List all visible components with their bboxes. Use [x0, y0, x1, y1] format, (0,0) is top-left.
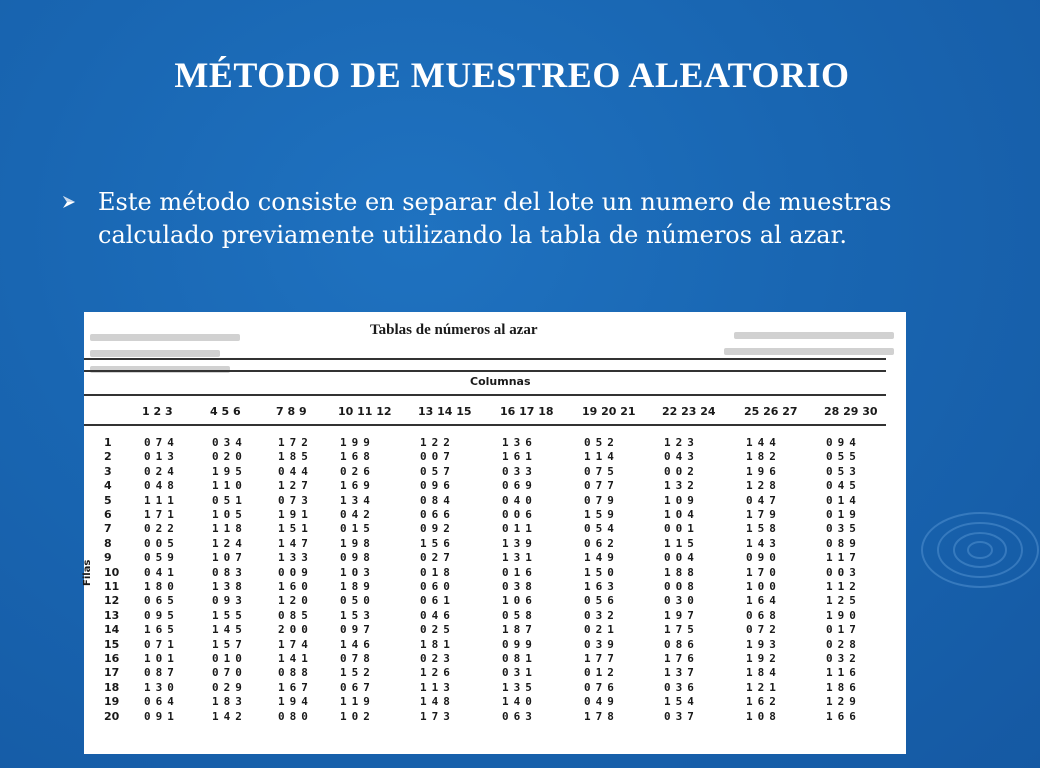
table-cell: 145 [212, 623, 247, 637]
table-cell: 068 [746, 608, 781, 622]
table-cell: 059 [144, 551, 179, 565]
table-cell: 127 [278, 479, 313, 493]
table-cell: 024 [144, 464, 179, 478]
table-cell: 177 [584, 652, 619, 665]
table-cell: 078 [340, 652, 375, 665]
table-cell: 051 [212, 493, 247, 507]
table-cell: 028 [826, 637, 861, 651]
row-number: 5 [104, 493, 112, 507]
table-cell: 121 [746, 680, 781, 694]
table-cell: 061 [420, 594, 455, 608]
table-cell: 074 [144, 436, 179, 449]
row-number: 13 [104, 608, 120, 622]
table-cell: 193 [746, 637, 781, 651]
column-group-header: 13 14 15 [418, 405, 472, 418]
table-cell: 096 [420, 479, 455, 493]
row-number: 3 [104, 464, 112, 478]
table-cell: 084 [420, 493, 455, 507]
table-cell: 139 [502, 536, 537, 550]
table-cell: 172 [278, 436, 313, 449]
table-cell: 094 [826, 436, 861, 449]
table-cell: 010 [212, 652, 247, 665]
row-number: 7 [104, 522, 112, 536]
table-cell: 083 [212, 565, 247, 579]
row-number: 17 [104, 666, 120, 680]
table-cell: 194 [278, 695, 313, 709]
table-cell: 119 [340, 695, 375, 709]
table-cell: 115 [664, 536, 699, 550]
table-cell: 013 [144, 450, 179, 464]
table-cell: 037 [664, 709, 699, 723]
table-cell: 011 [502, 522, 537, 536]
table-cell: 018 [420, 565, 455, 579]
row-number: 9 [104, 551, 112, 565]
table-cell: 072 [746, 623, 781, 637]
table-cell: 141 [278, 652, 313, 665]
arrowhead-bullet-icon [62, 186, 98, 213]
table-cell: 058 [502, 608, 537, 622]
table-cell: 117 [826, 551, 861, 565]
table-cell: 154 [664, 695, 699, 709]
table-cell: 163 [584, 580, 619, 593]
table-cell: 087 [144, 666, 179, 680]
table-cell: 182 [746, 450, 781, 464]
row-number: 8 [104, 536, 112, 550]
table-cell: 052 [584, 436, 619, 449]
table-cell: 126 [420, 666, 455, 680]
table-cell: 019 [826, 508, 861, 521]
table-cell: 103 [340, 565, 375, 579]
table-cell: 081 [502, 652, 537, 665]
slide-title: MÉTODO DE MUESTREO ALEATORIO [174, 55, 850, 95]
table-cell: 060 [420, 580, 455, 593]
table-cell: 128 [746, 479, 781, 493]
table-cell: 122 [420, 436, 455, 449]
table-cell: 049 [584, 695, 619, 709]
table-cell: 151 [278, 522, 313, 536]
table-cell: 173 [420, 709, 455, 723]
table-cell: 075 [584, 464, 619, 478]
table-cell: 170 [746, 565, 781, 579]
table-cell: 153 [340, 608, 375, 622]
column-group-header: 22 23 24 [662, 405, 716, 418]
table-cell: 162 [746, 695, 781, 709]
table-cell: 008 [664, 580, 699, 593]
table-cell: 176 [664, 652, 699, 665]
table-cell: 157 [212, 637, 247, 651]
table-cell: 191 [278, 508, 313, 521]
table-cell: 093 [212, 594, 247, 608]
table-cell: 189 [340, 580, 375, 593]
table-cell: 029 [212, 680, 247, 694]
table-cell: 148 [420, 695, 455, 709]
table-cell: 009 [278, 565, 313, 579]
table-cell: 114 [584, 450, 619, 464]
table-cell: 041 [144, 565, 179, 579]
table-cell: 032 [826, 652, 861, 665]
bullet-item [62, 186, 892, 252]
table-cell: 179 [746, 508, 781, 521]
table-cell: 125 [826, 594, 861, 608]
table-cell: 012 [584, 666, 619, 680]
table-cell: 152 [340, 666, 375, 680]
table-cell: 007 [420, 450, 455, 464]
table-cell: 120 [278, 594, 313, 608]
table-cell: 091 [144, 709, 179, 723]
table-cell: 038 [502, 580, 537, 593]
table-cell: 169 [340, 479, 375, 493]
table-cell: 134 [340, 493, 375, 507]
table-cell: 155 [212, 608, 247, 622]
table-cell: 065 [144, 594, 179, 608]
random-number-table-image [84, 312, 906, 754]
table-cell: 044 [278, 464, 313, 478]
table-cell: 097 [340, 623, 375, 637]
table-cell: 131 [502, 551, 537, 565]
bullet-text: Este método consiste en separar del lote un numero de muestras calculado previamente utilizando la tabla de números al azar. [98, 188, 892, 249]
ripple-decoration-icon [920, 490, 1040, 640]
table-cell: 200 [278, 623, 313, 637]
rows-caption: Filas [82, 559, 93, 586]
table-cell: 158 [746, 522, 781, 536]
table-cell: 063 [502, 709, 537, 723]
table-cell: 043 [664, 450, 699, 464]
table-cell: 108 [746, 709, 781, 723]
table-cell: 164 [746, 594, 781, 608]
table-title: Tablas de números al azar [370, 322, 538, 338]
column-group-header: 1 2 3 [142, 405, 173, 418]
table-cell: 057 [420, 464, 455, 478]
table-cell: 101 [144, 652, 179, 665]
table-cell: 021 [584, 623, 619, 637]
table-cell: 175 [664, 623, 699, 637]
table-cell: 048 [144, 479, 179, 493]
table-cell: 105 [212, 508, 247, 521]
table-cell: 036 [664, 680, 699, 694]
table-cell: 035 [826, 522, 861, 536]
table-cell: 047 [746, 493, 781, 507]
table-cell: 042 [340, 508, 375, 521]
table-cell: 187 [502, 623, 537, 637]
table-cell: 104 [664, 508, 699, 521]
table-cell: 022 [144, 522, 179, 536]
columns-caption: Columnas [470, 375, 531, 388]
table-cell: 054 [584, 522, 619, 536]
table-cell: 069 [502, 479, 537, 493]
table-cell: 174 [278, 637, 313, 651]
table-cell: 014 [826, 493, 861, 507]
column-group-header: 28 29 30 [824, 405, 878, 418]
table-cell: 160 [278, 580, 313, 593]
table-cell: 056 [584, 594, 619, 608]
table-cell: 080 [278, 709, 313, 723]
table-cell: 064 [144, 695, 179, 709]
table-cell: 031 [502, 666, 537, 680]
table-cell: 086 [664, 637, 699, 651]
table-cell: 188 [664, 565, 699, 579]
table-cell: 071 [144, 637, 179, 651]
table-cell: 107 [212, 551, 247, 565]
table-cell: 030 [664, 594, 699, 608]
row-number: 15 [104, 637, 120, 651]
table-cell: 180 [144, 580, 179, 593]
table-cell: 161 [502, 450, 537, 464]
table-cell: 016 [502, 565, 537, 579]
table-cell: 133 [278, 551, 313, 565]
table-cell: 135 [502, 680, 537, 694]
table-cell: 033 [502, 464, 537, 478]
table-cell: 183 [212, 695, 247, 709]
table-cell: 003 [826, 565, 861, 579]
table-cell: 116 [826, 666, 861, 680]
row-number: 19 [104, 695, 120, 709]
row-number: 1 [104, 436, 112, 449]
column-group-header: 7 8 9 [276, 405, 307, 418]
table-cell: 138 [212, 580, 247, 593]
row-number: 12 [104, 594, 120, 608]
table-cell: 102 [340, 709, 375, 723]
table-cell: 085 [278, 608, 313, 622]
table-cell: 168 [340, 450, 375, 464]
table-cell: 197 [664, 608, 699, 622]
table-cell: 147 [278, 536, 313, 550]
table-cell: 136 [502, 436, 537, 449]
table-cell: 150 [584, 565, 619, 579]
table-cell: 142 [212, 709, 247, 723]
table-cell: 106 [502, 594, 537, 608]
table-cell: 196 [746, 464, 781, 478]
row-number: 18 [104, 680, 120, 694]
table-cell: 195 [212, 464, 247, 478]
table-cell: 113 [420, 680, 455, 694]
table-cell: 015 [340, 522, 375, 536]
table-cell: 092 [420, 522, 455, 536]
table-cell: 026 [340, 464, 375, 478]
table-cell: 006 [502, 508, 537, 521]
table-cell: 100 [746, 580, 781, 593]
table-cell: 070 [212, 666, 247, 680]
table-cell: 004 [664, 551, 699, 565]
row-number: 10 [104, 565, 120, 579]
table-cell: 032 [584, 608, 619, 622]
table-cell: 146 [340, 637, 375, 651]
column-group-header: 16 17 18 [500, 405, 554, 418]
table-cell: 066 [420, 508, 455, 521]
table-cell: 129 [826, 695, 861, 709]
table-cell: 062 [584, 536, 619, 550]
table-cell: 046 [420, 608, 455, 622]
table-cell: 181 [420, 637, 455, 651]
table-cell: 067 [340, 680, 375, 694]
table-cell: 090 [746, 551, 781, 565]
table-cell: 137 [664, 666, 699, 680]
column-group-header: 19 20 21 [582, 405, 636, 418]
table-cell: 159 [584, 508, 619, 521]
table-cell: 186 [826, 680, 861, 694]
table-cell: 088 [278, 666, 313, 680]
table-cell: 132 [664, 479, 699, 493]
row-number: 16 [104, 652, 120, 665]
table-cell: 192 [746, 652, 781, 665]
table-cell: 124 [212, 536, 247, 550]
column-group-header: 25 26 27 [744, 405, 798, 418]
table-cell: 143 [746, 536, 781, 550]
row-number: 20 [104, 709, 120, 723]
table-cell: 156 [420, 536, 455, 550]
table-cell: 005 [144, 536, 179, 550]
table-cell: 144 [746, 436, 781, 449]
table-cell: 111 [144, 493, 179, 507]
table-cell: 040 [502, 493, 537, 507]
row-number: 2 [104, 450, 112, 464]
table-cell: 039 [584, 637, 619, 651]
table-cell: 095 [144, 608, 179, 622]
table-cell: 002 [664, 464, 699, 478]
table-cell: 110 [212, 479, 247, 493]
table-cell: 171 [144, 508, 179, 521]
table-cell: 020 [212, 450, 247, 464]
table-cell: 053 [826, 464, 861, 478]
table-cell: 165 [144, 623, 179, 637]
table-cell: 140 [502, 695, 537, 709]
table-cell: 055 [826, 450, 861, 464]
table-cell: 198 [340, 536, 375, 550]
table-cell: 073 [278, 493, 313, 507]
table-cell: 089 [826, 536, 861, 550]
table-cell: 076 [584, 680, 619, 694]
column-group-header: 4 5 6 [210, 405, 241, 418]
table-cell: 109 [664, 493, 699, 507]
column-group-header: 10 11 12 [338, 405, 392, 418]
table-cell: 027 [420, 551, 455, 565]
table-cell: 178 [584, 709, 619, 723]
table-cell: 045 [826, 479, 861, 493]
table-cell: 118 [212, 522, 247, 536]
table-cell: 184 [746, 666, 781, 680]
table-cell: 023 [420, 652, 455, 665]
table-cell: 034 [212, 436, 247, 449]
table-cell: 123 [664, 436, 699, 449]
table-cell: 149 [584, 551, 619, 565]
table-cell: 001 [664, 522, 699, 536]
table-cell: 017 [826, 623, 861, 637]
table-cell: 130 [144, 680, 179, 694]
table-cell: 050 [340, 594, 375, 608]
table-cell: 112 [826, 580, 861, 593]
table-cell: 098 [340, 551, 375, 565]
table-cell: 167 [278, 680, 313, 694]
table-cell: 199 [340, 436, 375, 449]
table-cell: 077 [584, 479, 619, 493]
table-cell: 166 [826, 709, 861, 723]
row-number: 11 [104, 580, 120, 593]
table-cell: 099 [502, 637, 537, 651]
row-number: 14 [104, 623, 120, 637]
table-cell: 025 [420, 623, 455, 637]
row-number: 4 [104, 479, 112, 493]
table-cell: 079 [584, 493, 619, 507]
table-cell: 185 [278, 450, 313, 464]
row-number: 6 [104, 508, 112, 521]
table-cell: 190 [826, 608, 861, 622]
